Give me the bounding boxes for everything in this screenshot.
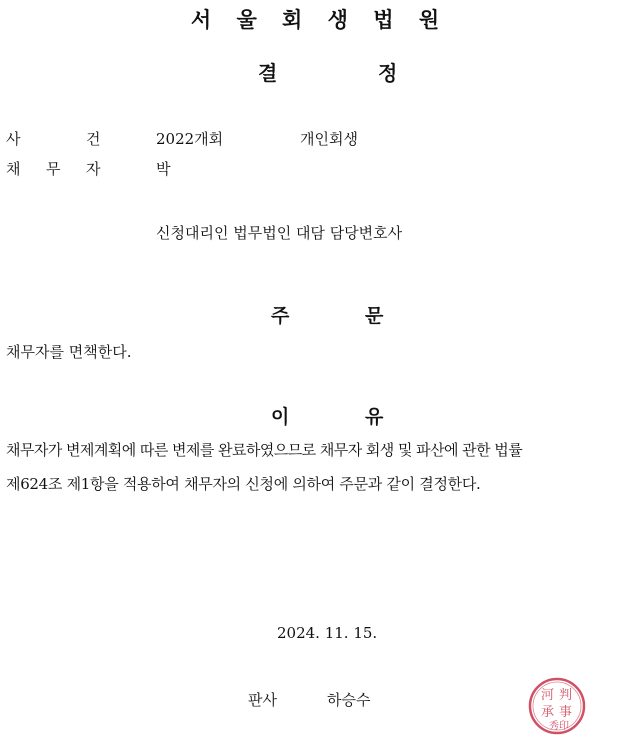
debtor-label-char-3: 자 <box>86 160 101 178</box>
case-label-char-1: 사 <box>6 130 21 148</box>
decision-date: 2024. 11. 15. <box>277 624 378 642</box>
reason-heading-right: 유 <box>365 406 384 428</box>
reason-heading-left: 이 <box>271 406 290 428</box>
svg-text:承: 承 <box>541 705 555 720</box>
svg-text:秀印: 秀印 <box>549 721 569 732</box>
order-heading-left: 주 <box>271 305 290 327</box>
debtor-label-char-1: 채 <box>6 160 21 178</box>
case-number: 2022개회 <box>156 130 224 148</box>
reason-line-1: 채무자가 변제계획에 따른 변제를 완료하였으므로 채무자 회생 및 파산에 관한 법률 <box>6 441 523 459</box>
order-heading-right: 문 <box>365 305 384 327</box>
case-type: 개인회생 <box>300 130 358 148</box>
doc-title-left: 결 <box>258 61 278 85</box>
svg-text:河: 河 <box>541 688 555 703</box>
svg-text:事: 事 <box>559 705 573 720</box>
debtor-name: 박 <box>156 160 171 178</box>
judge-title: 판사 <box>248 691 277 709</box>
attorney-line: 신청대리인 법무법인 대담 담당변호사 <box>156 224 403 242</box>
judge-seal-stamp <box>527 676 587 736</box>
court-name: 서 울 회 생 법 원 <box>190 8 449 32</box>
judge-name: 하승수 <box>327 691 371 709</box>
reason-line-2: 제624조 제1항을 적용하여 채무자의 신청에 의하여 주문과 같이 결정한다. <box>6 475 481 493</box>
debtor-label-char-2: 무 <box>46 160 61 178</box>
svg-text:判: 判 <box>559 688 573 703</box>
case-label-char-2: 건 <box>86 130 101 148</box>
doc-title-right: 정 <box>378 61 398 85</box>
order-text: 채무자를 면책한다. <box>6 343 132 361</box>
